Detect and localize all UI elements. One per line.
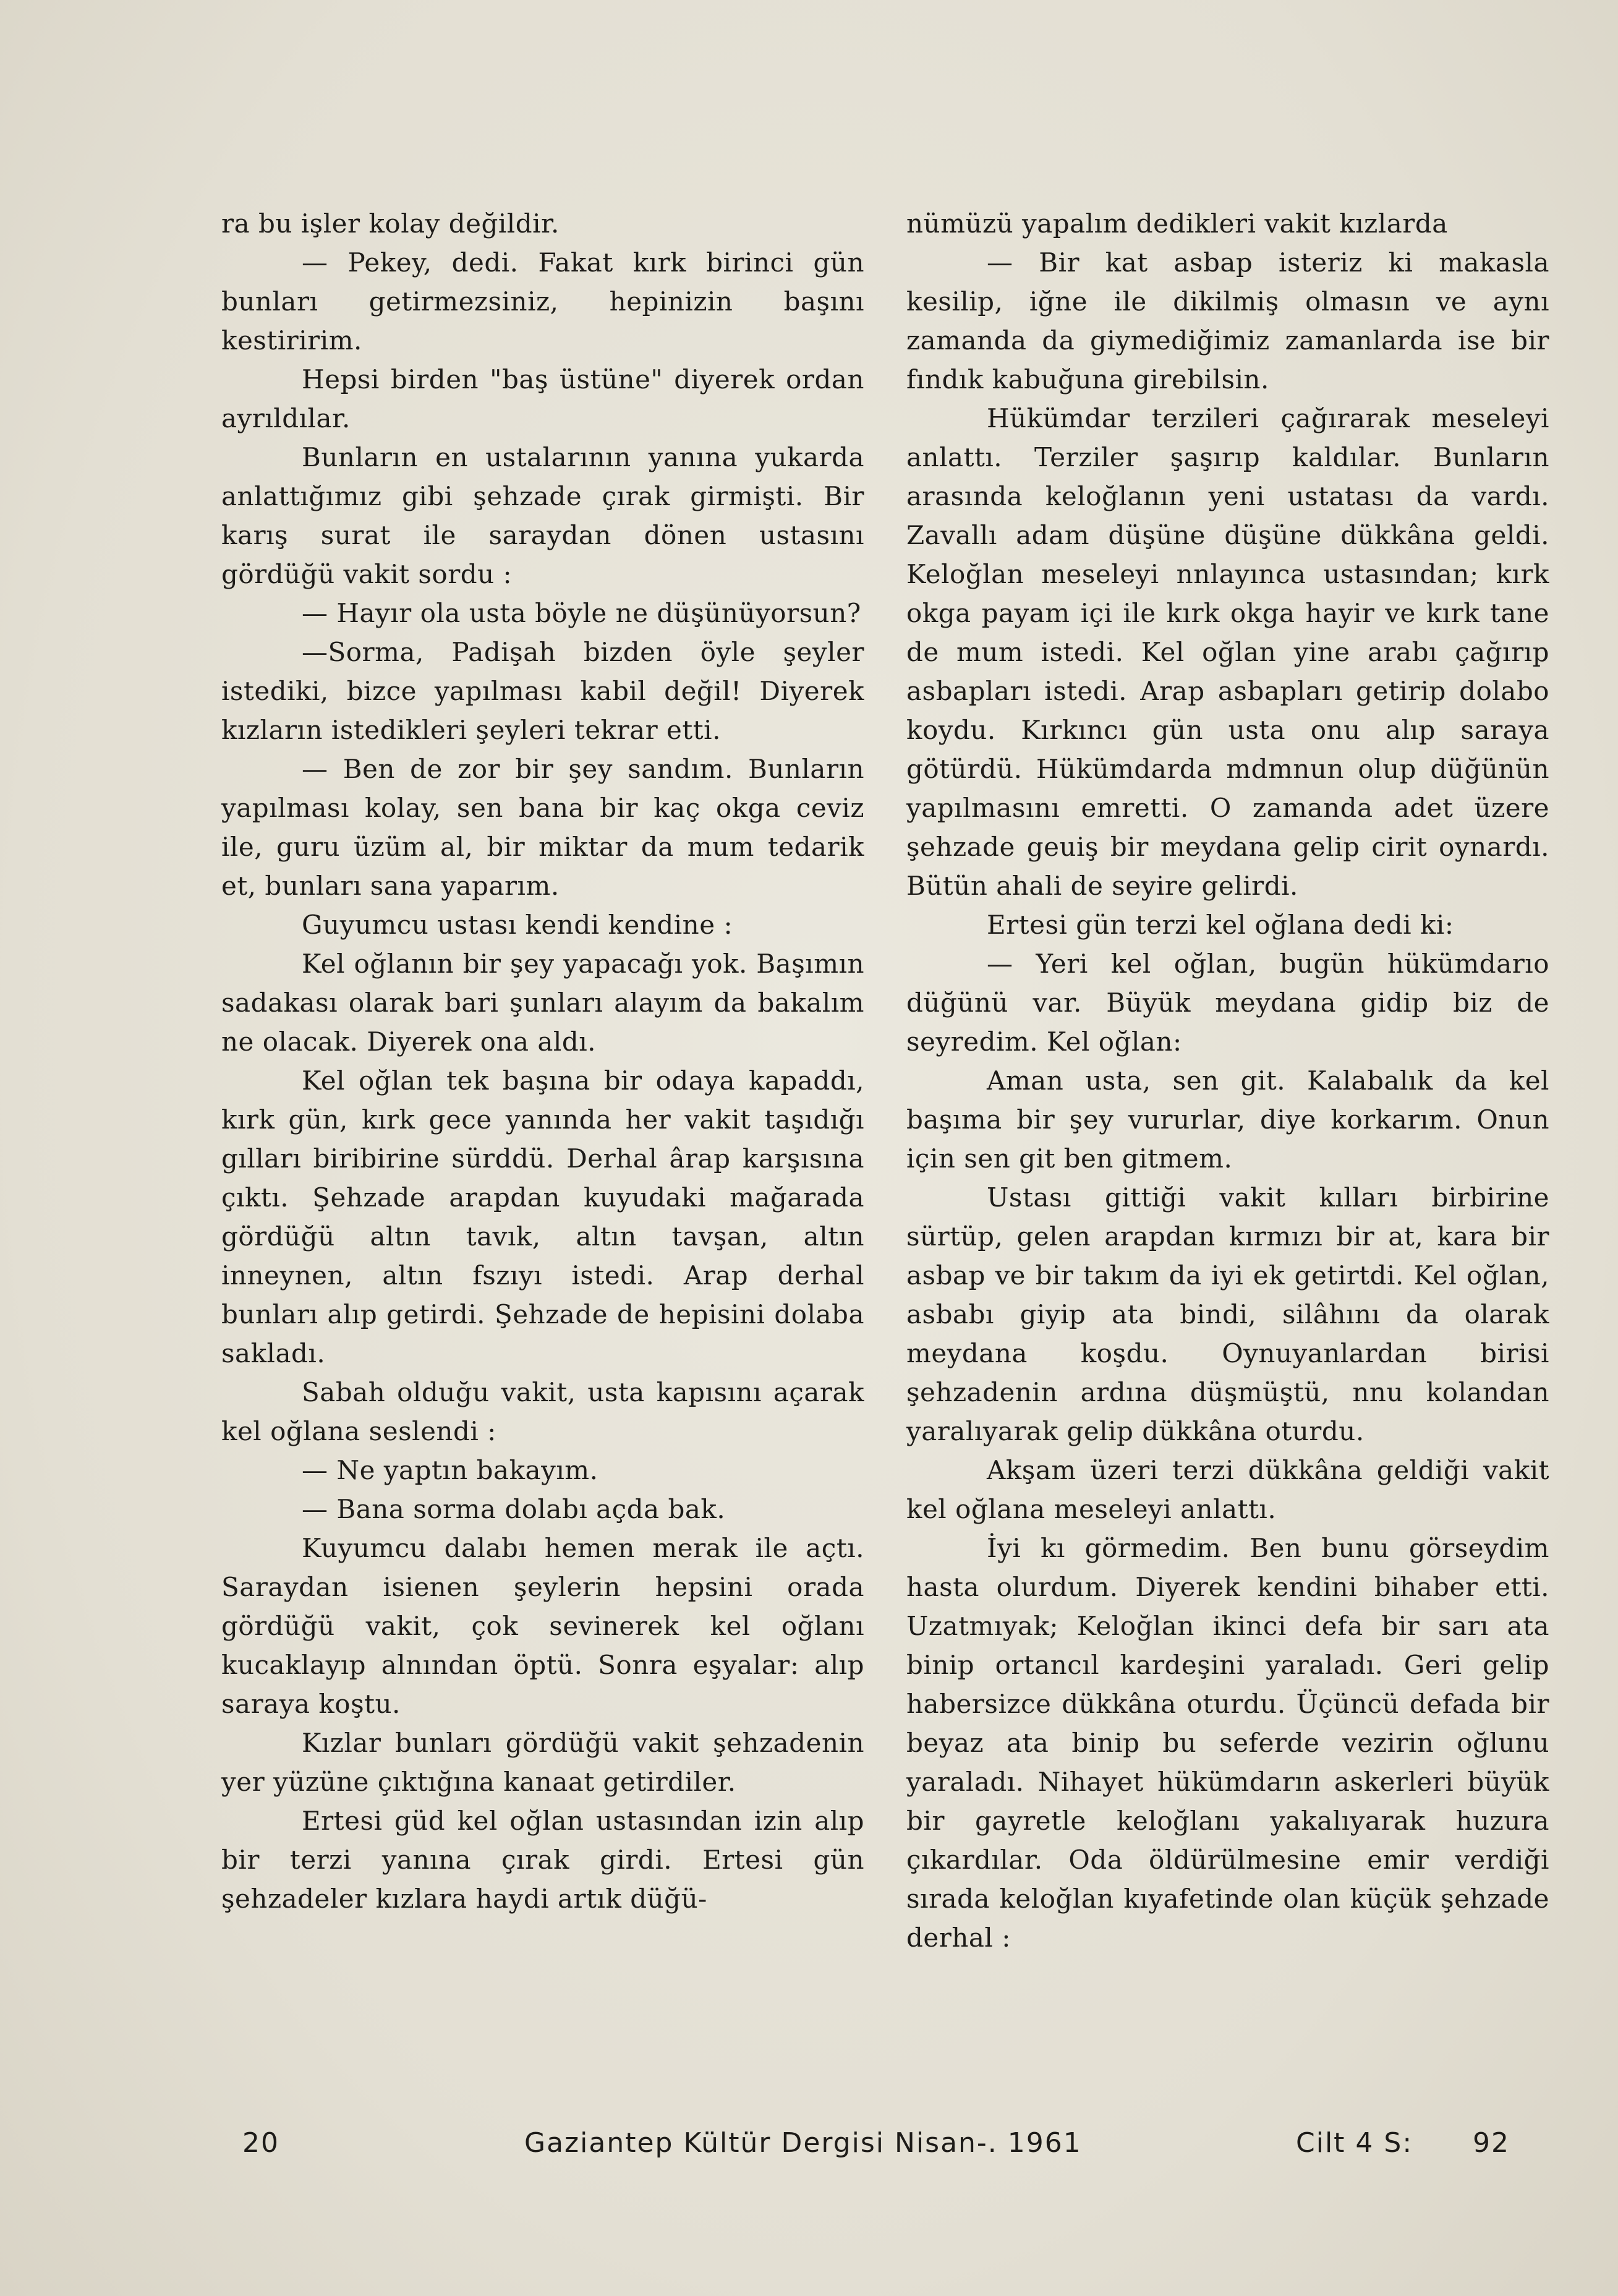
paragraph: ra bu işler kolay değildir.	[221, 208, 560, 239]
journal-title: Gaziantep Kültür Dergisi Nisan-. 1961	[524, 2127, 1082, 2159]
paragraph: İyi kı görmedim. Ben bunu görseydim hasta olurdum. Diyerek kendini bihaber etti. Uzatmıyak; Keloğlan ikinci defa bir sarı ata binip ortancıl kardeşini yaraladı. Geri gelip habersizce dükkâna oturdu. Üçüncü defada bir beyaz ata binip bu seferde vezirin oğlunu yaraladı. Nihayet hükümdarın askerleri büyük bir gayretle keloğlanı yakalıyarak huzura çıkardılar. Oda öldürülmesine emir verdiği sırada keloğlan kıyafetinde olan küçük şehzade derhal :	[906, 1533, 1549, 1953]
page-number: 20	[242, 2127, 279, 2159]
paragraph: nümüzü yapalım dedikleri vakit kızlarda	[906, 208, 1448, 239]
paragraph: — Bana sorma dolabı açda bak.	[302, 1494, 726, 1524]
paragraph: Hükümdar terzileri çağırarak meseleyi anlattı. Terziler şaşırıp kaldılar. Bunların arasında keloğlanın yeni ustatası da vardı. Zavallı adam düşüne düşüne dükkâna geldi. Keloğlan meseleyi nnlayınca ustasından; kırk okga payam içi ile kırk okga hayir ve kırk tane de mum istedi. Kel oğlan yine arabı çağırıp asbapları istedi. Arap asbapları getirip dolabo koydu. Kırkıncı gün usta onu alıp saraya götürdü. Hükümdarda mdmnun olup düğünün yapılmasını emretti. O zamanda adet üzere şehzade geuiş bir meydana gelip cirit oynardı. Bütün ahali de seyire gelirdi.	[906, 403, 1549, 901]
paragraph: Akşam üzeri terzi dükkâna geldiği vakit kel oğlana meseleyi anlattı.	[906, 1455, 1549, 1524]
paragraph: — Ne yaptın bakayım.	[302, 1455, 598, 1485]
paragraph: —Sorma, Padişah bizden öyle şeyler istediki, bizce yapılması kabil değil! Diyerek kızların istedikleri şeyleri tekrar etti.	[221, 637, 864, 745]
paragraph: Bunların en ustalarının yanına yukarda anlattığımız gibi şehzade çırak girmişti. Bir karış surat ile saraydan dönen ustasını gördüğü vakit sordu :	[221, 442, 864, 589]
paragraph: — Hayır ola usta böyle ne düşünüyorsun?	[302, 598, 861, 628]
page-footer	[0, 2127, 1618, 2164]
paragraph: — Ben de zor bir şey sandım. Bunların yapılması kolay, sen bana bir kaç okga ceviz ile, guru üzüm al, bir miktar da mum tedarik et, bunları sana yaparım.	[221, 754, 864, 901]
paragraph: — Yeri kel oğlan, bugün hükümdarıo düğünü var. Büyük meydana gidip biz de seyredim. Kel oğlan:	[906, 949, 1549, 1057]
paragraph: Kızlar bunları gördüğü vakit şehzadenin yer yüzüne çıktığına kanaat getirdiler.	[221, 1728, 864, 1797]
paragraph: Sabah olduğu vakit, usta kapısını açarak kel oğlana seslendi :	[221, 1377, 864, 1446]
left-text-column	[221, 204, 864, 1918]
paragraph: — Bir kat asbap isteriz ki makasla kesilip, iğne ile dikilmiş olmasın ve aynı zamanda da giymediğimiz zamanlarda ise bir fındık kabuğuna girebilsin.	[906, 247, 1549, 395]
paragraph: Kuyumcu dalabı hemen merak ile açtı. Saraydan isienen şeylerin hepsini orada gördüğü vakit, çok sevinerek kel oğlanı kucaklayıp alnından öptü. Sonra eşyalar: alıp saraya koştu.	[221, 1533, 864, 1719]
paragraph: Kel oğlan tek başına bir odaya kapaddı, kırk gün, kırk gece yanında her vakit taşıdığı gılları biribirine sürddü. Derhal ârap karşısına çıktı. Şehzade arapdan kuyudaki mağarada gördüğü altın tavık, altın tavşan, altın inneynen, altın fszıyı istedi. Arap derhal bunları alıp getirdi. Şehzade de hepisini dolaba sakladı.	[221, 1065, 864, 1368]
paragraph: Kel oğlanın bir şey yapacağı yok. Başımın sadakası olarak bari şunları alayım da bakalım ne olacak. Diyerek ona aldı.	[221, 949, 864, 1057]
paragraph: — Pekey, dedi. Fakat kırk birinci gün bunları getirmezsiniz, hepinizin başını kestiririm.	[221, 247, 864, 356]
paragraph: Hepsi birden "baş üstüne" diyerek ordan ayrıldılar.	[221, 364, 864, 433]
paragraph: Ertesi güd kel oğlan ustasından izin alıp bir terzi yanına çırak girdi. Ertesi gün şehzadeler kızlara haydi artık düğü-	[221, 1806, 864, 1914]
right-text-column	[906, 204, 1549, 1957]
paragraph: Aman usta, sen git. Kalabalık da kel başıma bir şey vururlar, diye korkarım. Onun için sen git ben gitmem.	[906, 1065, 1549, 1174]
paragraph: Guyumcu ustası kendi kendine :	[302, 910, 733, 940]
volume-issue: Cilt 4 S:	[1296, 2127, 1413, 2159]
paragraph: Ustası gittiği vakit kılları birbirine sürtüp, gelen arapdan kırmızı bir at, kara bir asbap ve bir takım da iyi ek getirtdi. Kel oğlan, asbabı giyip ata bindi, silâhını da olarak meydana koşdu. Oynuyanlardan birisi şehzadenin ardına düşmüştü, nnu kolandan yaralıyarak gelip dükkâna oturdu.	[906, 1182, 1549, 1446]
paragraph: Ertesi gün terzi kel oğlana dedi ki:	[987, 910, 1454, 940]
issue-number: 92	[1473, 2127, 1510, 2159]
